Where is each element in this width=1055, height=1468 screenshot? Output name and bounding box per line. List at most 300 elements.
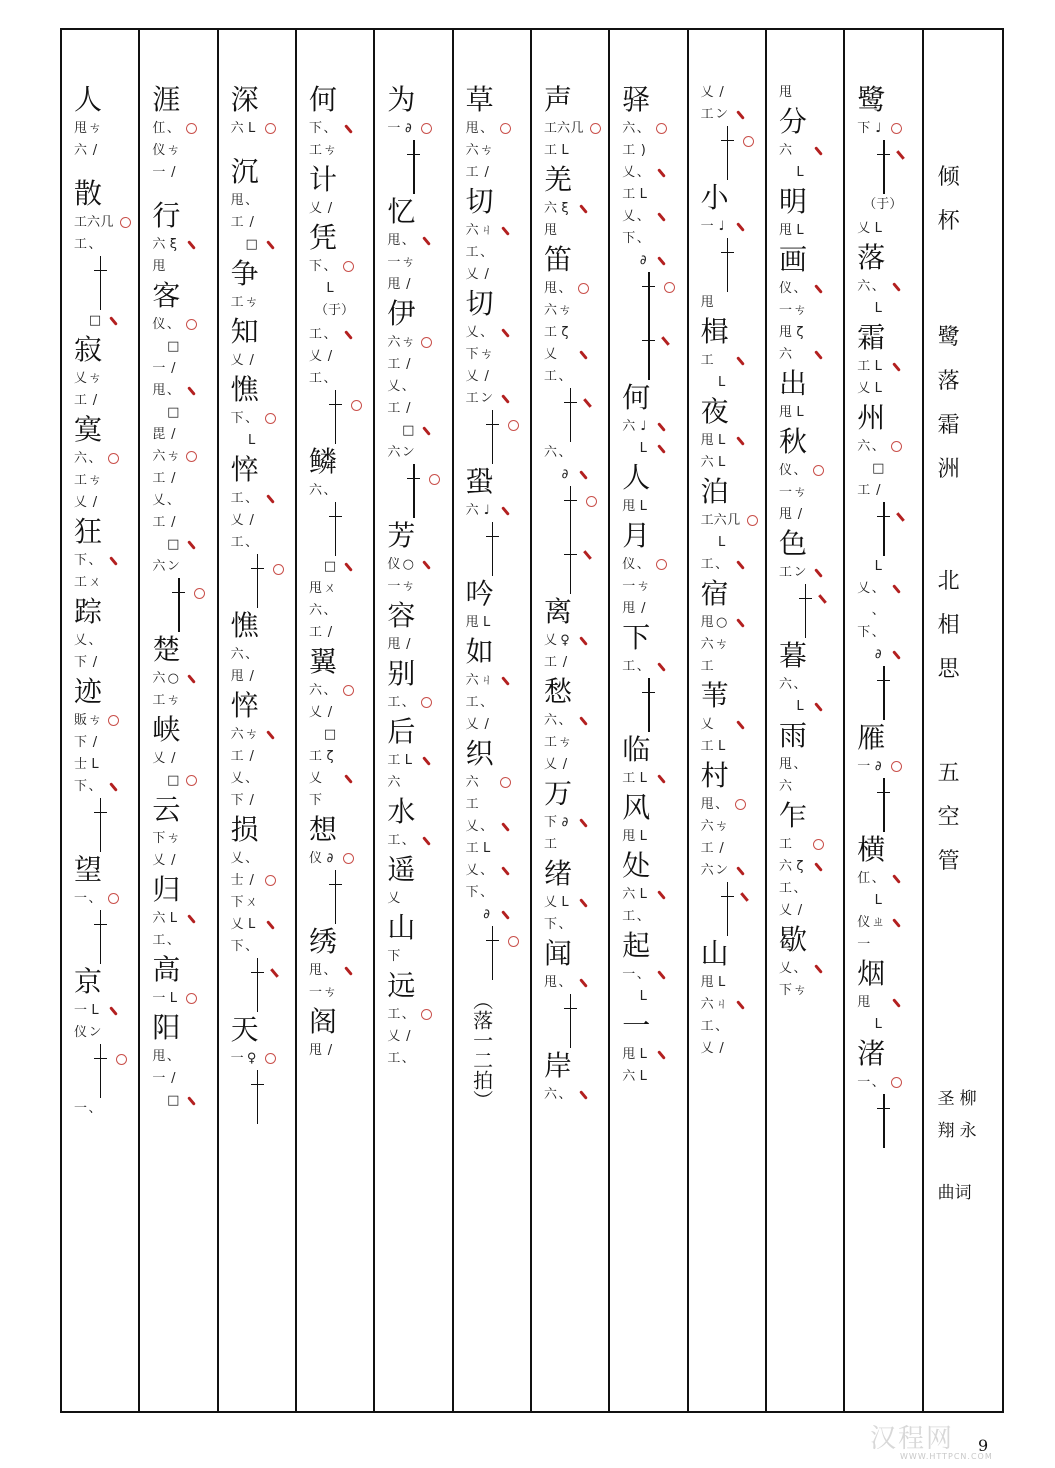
pitch-symbol: 甩 [387,637,401,652]
gongche-notation [231,644,295,666]
beat-tick-icon [736,356,745,366]
gongche-notation [152,930,216,952]
gongche-notation [701,972,765,994]
beat-tick-icon [736,436,745,446]
gongche-notation [701,838,765,860]
rhythm-mark: / [249,749,254,764]
beat-tick-icon [579,818,588,828]
rhythm-mark: L [639,1069,647,1084]
pitch-symbol: 工 [387,753,401,768]
lyric-character: 处 [622,849,651,882]
lyric-character: 鹭 [857,83,886,116]
rhythm-mark: 、 [166,1049,180,1064]
rhythm-mark: / [327,705,333,720]
gongche-notation [544,710,608,732]
rhythm-mark: 、 [480,245,494,260]
lyric-character: 芳 [387,519,416,552]
beat-tick-icon [657,444,666,454]
lyric-character: 别 [387,657,416,690]
rhythm-mark: ㄘ [793,983,807,998]
score-column-6 [454,30,532,1411]
score-column-11 [62,30,140,1411]
composer-credit-top: 圣 [937,1089,955,1109]
pitch-symbol: 一 [622,579,636,594]
rhythm-mark: L [796,223,804,238]
pitch-symbol: 甩 [700,975,714,990]
gongche-notation [74,710,138,732]
lyric-character: 吟 [465,577,494,610]
rhythm-mark: L [248,433,256,448]
sustain-line-icon [544,540,608,594]
score-column-10 [140,30,218,1411]
gongche-notation [857,890,921,912]
rhythm-mark: L [91,1003,99,1018]
beat-tick-icon [736,110,745,120]
beat-tick-icon [896,512,905,522]
pitch-symbol: 乂 [778,903,792,918]
beat-circle-icon [265,1053,276,1064]
pitch-symbol: 一 [74,891,88,906]
pitch-symbol: 六 [700,637,714,652]
gongche-notation [701,350,765,372]
pitch-symbol: 工 [152,933,166,948]
gongche-notation [857,644,921,666]
gongche-notation [466,264,530,286]
pitch-symbol: 工 [778,881,792,896]
rhythm-mark: 几 [727,513,741,528]
beat-circle-icon [343,685,354,696]
rhythm-mark: L [404,753,412,768]
rhythm-mark: 、 [88,891,102,906]
pitch-symbol: 工 [387,1051,401,1066]
rhythm-mark: / [249,873,254,888]
gongche-notation [544,754,608,776]
gongche-notation [779,278,843,300]
gongche-notation [779,900,843,922]
rhythm-mark: 、 [323,963,337,978]
lyric-character: 宿 [700,577,729,610]
pitch-symbol: 乂 [387,1029,401,1044]
lyric-character: 后 [387,715,416,748]
gongche-notation [387,946,451,968]
gongche-notation [622,438,686,460]
pitch-symbol: 六 [230,647,244,662]
gongche-notation [74,234,138,256]
gongche-notation [152,118,216,140]
gongche-notation [309,680,373,702]
beat-tick-icon [266,730,275,740]
pitch-symbol: 一 [857,1075,871,1090]
gongche-notation [309,556,373,578]
lyric-character: 愁 [543,675,572,708]
gongche-notation [387,772,451,794]
beat-circle-icon [421,1009,432,1020]
pitch-symbol: 一 [74,1101,88,1116]
beat-tick-icon [736,618,745,628]
rhythm-mark: L [561,143,569,158]
gongche-notation [152,1046,216,1068]
pitch-symbol: 乂 [857,381,871,396]
gongche-notation [466,388,530,410]
rhythm-mark: / [484,717,489,732]
pitch-symbol: 一 [74,1003,88,1018]
gongche-notation [231,892,295,914]
rhythm-mark: 几 [570,121,584,136]
beat-tick-icon [657,256,666,266]
sustain-line-icon [544,486,608,540]
sustain-line-icon [231,554,295,608]
rhythm-mark: 、 [401,1007,415,1022]
gongche-notation [701,714,765,736]
lyric-character: 落 [857,241,886,274]
gongche-notation [544,914,608,936]
sustain-line-icon [309,390,373,444]
score-column-2 [767,30,845,1411]
instrument-key: 五空管 [937,761,960,874]
pitch-symbol: 工 [700,739,714,754]
pitch-symbol: 工 [778,565,792,580]
rhythm-mark: ζ [561,325,569,340]
lyric-character: 起 [622,929,651,962]
gongche-notation [857,480,921,502]
lyric-character: 小 [700,181,729,214]
gongche-notation [857,912,921,934]
pitch-symbol: 六 [308,603,322,618]
gongche-notation [466,714,530,736]
rhythm-mark: / [92,495,98,510]
rhythm-mark: L [796,165,804,180]
gongche-notation [544,652,608,674]
gongche-notation [701,656,765,678]
lyric-character: 月 [622,519,651,552]
gongche-notation [152,314,216,336]
pitch-symbol: 六 [308,683,322,698]
pitch-symbol: 工 [700,659,714,674]
rhythm-mark: ㄘ [480,347,494,362]
beat-tick-icon [501,506,510,516]
score-column-3 [689,30,767,1411]
lyric-character: 憔 [230,373,259,406]
rhythm-mark: 、 [166,383,180,398]
gongche-notation [779,562,843,584]
gongche-notation [857,934,921,956]
lyric-character: 乍 [778,799,807,832]
lyric-character: 阳 [152,1011,181,1044]
pitch-symbol: 工 [622,187,636,202]
lyric-character: 悴 [230,453,259,486]
pitch-symbol: 下 [622,231,636,246]
lyric-character: 切 [465,287,494,320]
beat-tick-icon [109,782,118,792]
sustain-line-icon [231,1070,295,1124]
beat-circle-icon [891,123,902,134]
rhythm-mark: / [797,903,803,918]
rhythm-mark: ㄘ [558,303,572,318]
beat-tick-icon [892,650,901,660]
gongche-notation [701,216,765,238]
lyric-character: 声 [543,83,572,116]
rhythm-mark: L [561,895,569,910]
gongche-notation [74,572,138,594]
lyric-character: 画 [778,243,807,276]
sustain-line-icon [857,666,921,720]
gongche-notation [387,554,451,576]
gongche-notation [309,982,373,1004]
gongche-notation [309,622,373,644]
gongche-notation [622,884,686,906]
sustain-line-icon [466,926,530,980]
rhythm-mark: 、 [323,371,337,386]
pitch-symbol: 工六 [700,513,727,528]
rhythm-mark: / [406,357,411,372]
pitch-symbol: 一 [387,255,401,270]
rhythm-mark: / [719,1041,724,1056]
gongche-notation [857,118,921,140]
pitch-symbol: 甩 [622,829,636,844]
gongche-notation [309,140,373,162]
gongche-notation [152,380,216,402]
gongche-notation [74,448,138,470]
sustain-line-icon [309,502,373,556]
rhythm-mark: 、 [401,1051,415,1066]
gongche-notation [74,1022,138,1044]
pitch-symbol: 甩 [465,615,479,630]
rhythm-mark: ㄘ [166,143,180,158]
pitch-symbol: 一 [857,759,871,774]
gongche-notation [622,162,686,184]
pitch-symbol: 一 [778,485,792,500]
pitch-symbol: 乂 [700,85,714,100]
rhythm-mark: ∂ [483,907,490,922]
rhythm-mark: ㄓ [871,915,885,930]
sustain-line-icon [466,410,530,464]
pitch-symbol: 乂 [152,751,166,766]
rhythm-mark: L [248,917,256,932]
rhythm-mark: 、 [793,757,807,772]
gongche-notation [387,692,451,714]
rhythm-mark: ∂ [639,253,647,268]
lyric-character: 风 [622,791,651,824]
gongche-notation [622,184,686,206]
rhythm-mark: ∂ [874,647,882,662]
lyric-character: 损 [230,813,259,846]
lyric-character: 悴 [230,689,259,722]
rhythm-mark: 、 [715,557,729,572]
rhythm-mark: ㄘ [401,579,415,594]
rhythm-mark: L [639,1047,647,1062]
rhythm-mark: L [326,281,334,296]
rhythm-mark: □ [167,537,180,552]
rhythm-mark: 、 [636,165,650,180]
beat-circle-icon [108,715,119,726]
beat-tick-icon [501,910,510,920]
lyric-character: 歇 [778,923,807,956]
beat-circle-icon [186,775,197,786]
rhythm-mark: L [718,739,726,754]
pitch-symbol: 工 [230,215,244,230]
lyric-character: 忆 [387,195,416,228]
score-column-1 [845,30,923,1411]
gongche-notation [231,768,295,790]
pitch-symbol: 甩 [230,193,244,208]
credit-suffix: 曲词 [937,1183,972,1203]
pitch-symbol: 下 [74,735,88,750]
gongche-notation [152,908,216,930]
rhythm-mark: ン [793,565,807,580]
gongche-notation [779,220,843,242]
pitch-symbol: 工 [465,841,479,856]
beat-circle-icon [508,936,519,947]
lyric-character: 翼 [308,645,337,678]
pitch-symbol: 乂 [543,347,557,362]
gongche-notation [466,612,530,634]
gongche-notation [779,504,843,526]
gongche-notation [466,772,530,794]
gongche-notation [701,634,765,656]
pitch-symbol: 六 [700,863,714,878]
lyric-character: 雁 [857,721,886,754]
pitch-symbol: 甩 [778,757,792,772]
rhythm-mark: 、 [88,553,102,568]
rhythm-mark: / [249,353,254,368]
gongche-notation [74,1000,138,1022]
pitch-symbol: 甩 [700,797,714,812]
rhythm-mark: L [169,991,177,1006]
gongche-notation [857,578,921,600]
gongche-notation [74,1098,138,1120]
pitch-symbol: 工 [622,771,636,786]
pitch-symbol: 仪 [387,557,401,572]
rhythm-mark: ○ [167,671,179,686]
rhythm-mark: ㄐ [480,673,494,688]
lyric-character: 水 [387,795,416,828]
beat-tick-icon [187,240,196,250]
pitch-symbol: 六 [543,303,557,318]
sustain-line-icon [857,1094,921,1148]
rhythm-mark: ン [88,1025,102,1040]
beat-tick-icon [814,964,823,974]
lyric-character: 阁 [308,1005,337,1038]
beat-circle-icon [120,217,131,228]
pitch-symbol: 下 [230,939,244,954]
pitch-symbol: 甩 [700,295,714,310]
pitch-symbol: 工 [308,749,322,764]
pitch-symbol: 乂 [465,267,479,282]
gongche-notation [701,372,765,394]
gongche-notation [544,344,608,366]
pitch-symbol: 六 [700,455,714,470]
beat-circle-icon [265,413,276,424]
gongche-notation [152,358,216,380]
pitch-symbol: 仪 [152,317,166,332]
rhythm-mark: 、 [323,603,337,618]
gongche-notation [152,690,216,712]
pitch-symbol: 工 [230,749,244,764]
pitch-symbol: 工 [387,695,401,710]
beat-tick-icon [583,550,592,560]
beat-tick-icon [501,822,510,832]
pitch-symbol: 甩 [387,233,401,248]
gongche-notation [779,162,843,184]
beat-tick-icon [579,636,588,646]
rhythm-mark: 、 [871,439,885,454]
gongche-notation [74,652,138,674]
lyric-character: 楫 [700,315,729,348]
beat-tick-icon [501,676,510,686]
sustain-line-icon [231,958,295,1012]
beat-tick-icon [501,866,510,876]
gongche-notation [779,878,843,900]
rhythm-mark: L [874,381,882,396]
gongche-notation [622,576,686,598]
performance-annotation: （落一二拍） [469,990,494,1110]
rhythm-mark: ㄘ [245,295,259,310]
rhythm-mark: ♩ [875,121,882,136]
rhythm-mark: 、 [871,1075,885,1090]
gongche-notation [779,980,843,1002]
beat-circle-icon [265,875,276,886]
rhythm-mark: ζ [326,749,334,764]
gongche-notation [779,344,843,366]
gongche-notation [231,510,295,532]
sustain-line-icon [387,464,451,518]
gongche-notation [622,964,686,986]
gongche-notation [544,278,608,300]
beat-tick-icon [736,1000,745,1010]
lyric-character: 出 [778,367,807,400]
beat-tick-icon [109,556,118,566]
beat-tick-icon [422,560,431,570]
beat-tick-icon [657,212,666,222]
gongche-notation [466,500,530,522]
gongche-notation [387,274,451,296]
gongche-notation [387,576,451,598]
rhythm-mark: ζ [796,859,804,874]
rhythm-mark: 、 [636,909,650,924]
sustain-line-icon [466,522,530,576]
gongche-notation [152,1068,216,1090]
gongche-notation [857,992,921,1014]
gongche-notation [387,442,451,464]
rhythm-mark: / [249,513,254,528]
gongche-notation [152,140,216,162]
pitch-symbol: 下 [387,949,401,964]
gongche-notation [779,958,843,980]
gongche-notation [74,470,138,492]
rhythm-mark: 、 [871,279,885,294]
lyric-character: 驿 [622,83,651,116]
gongche-notation [857,622,921,644]
pitch-symbol: 下 [465,347,479,362]
rhythm-mark: L [639,771,647,786]
lyric-character: 人 [622,461,651,494]
gongche-notation [74,390,138,412]
rhythm-mark: L [718,975,726,990]
lyric-character: 如 [465,635,494,668]
lyric-character: 遥 [387,853,416,886]
gongche-notation [544,220,608,242]
gongche-notation [387,830,451,852]
rhythm-mark: L [874,559,882,574]
pitch-symbol: 乂 [230,851,244,866]
gongche-notation [544,442,608,464]
rhythm-mark: □ [402,423,415,438]
beat-tick-icon [657,1050,666,1060]
pitch-symbol: 乂 [465,819,479,834]
pitch-symbol: 六 [465,143,479,158]
gongche-notation [309,724,373,746]
rhythm-mark: 、 [558,917,572,932]
